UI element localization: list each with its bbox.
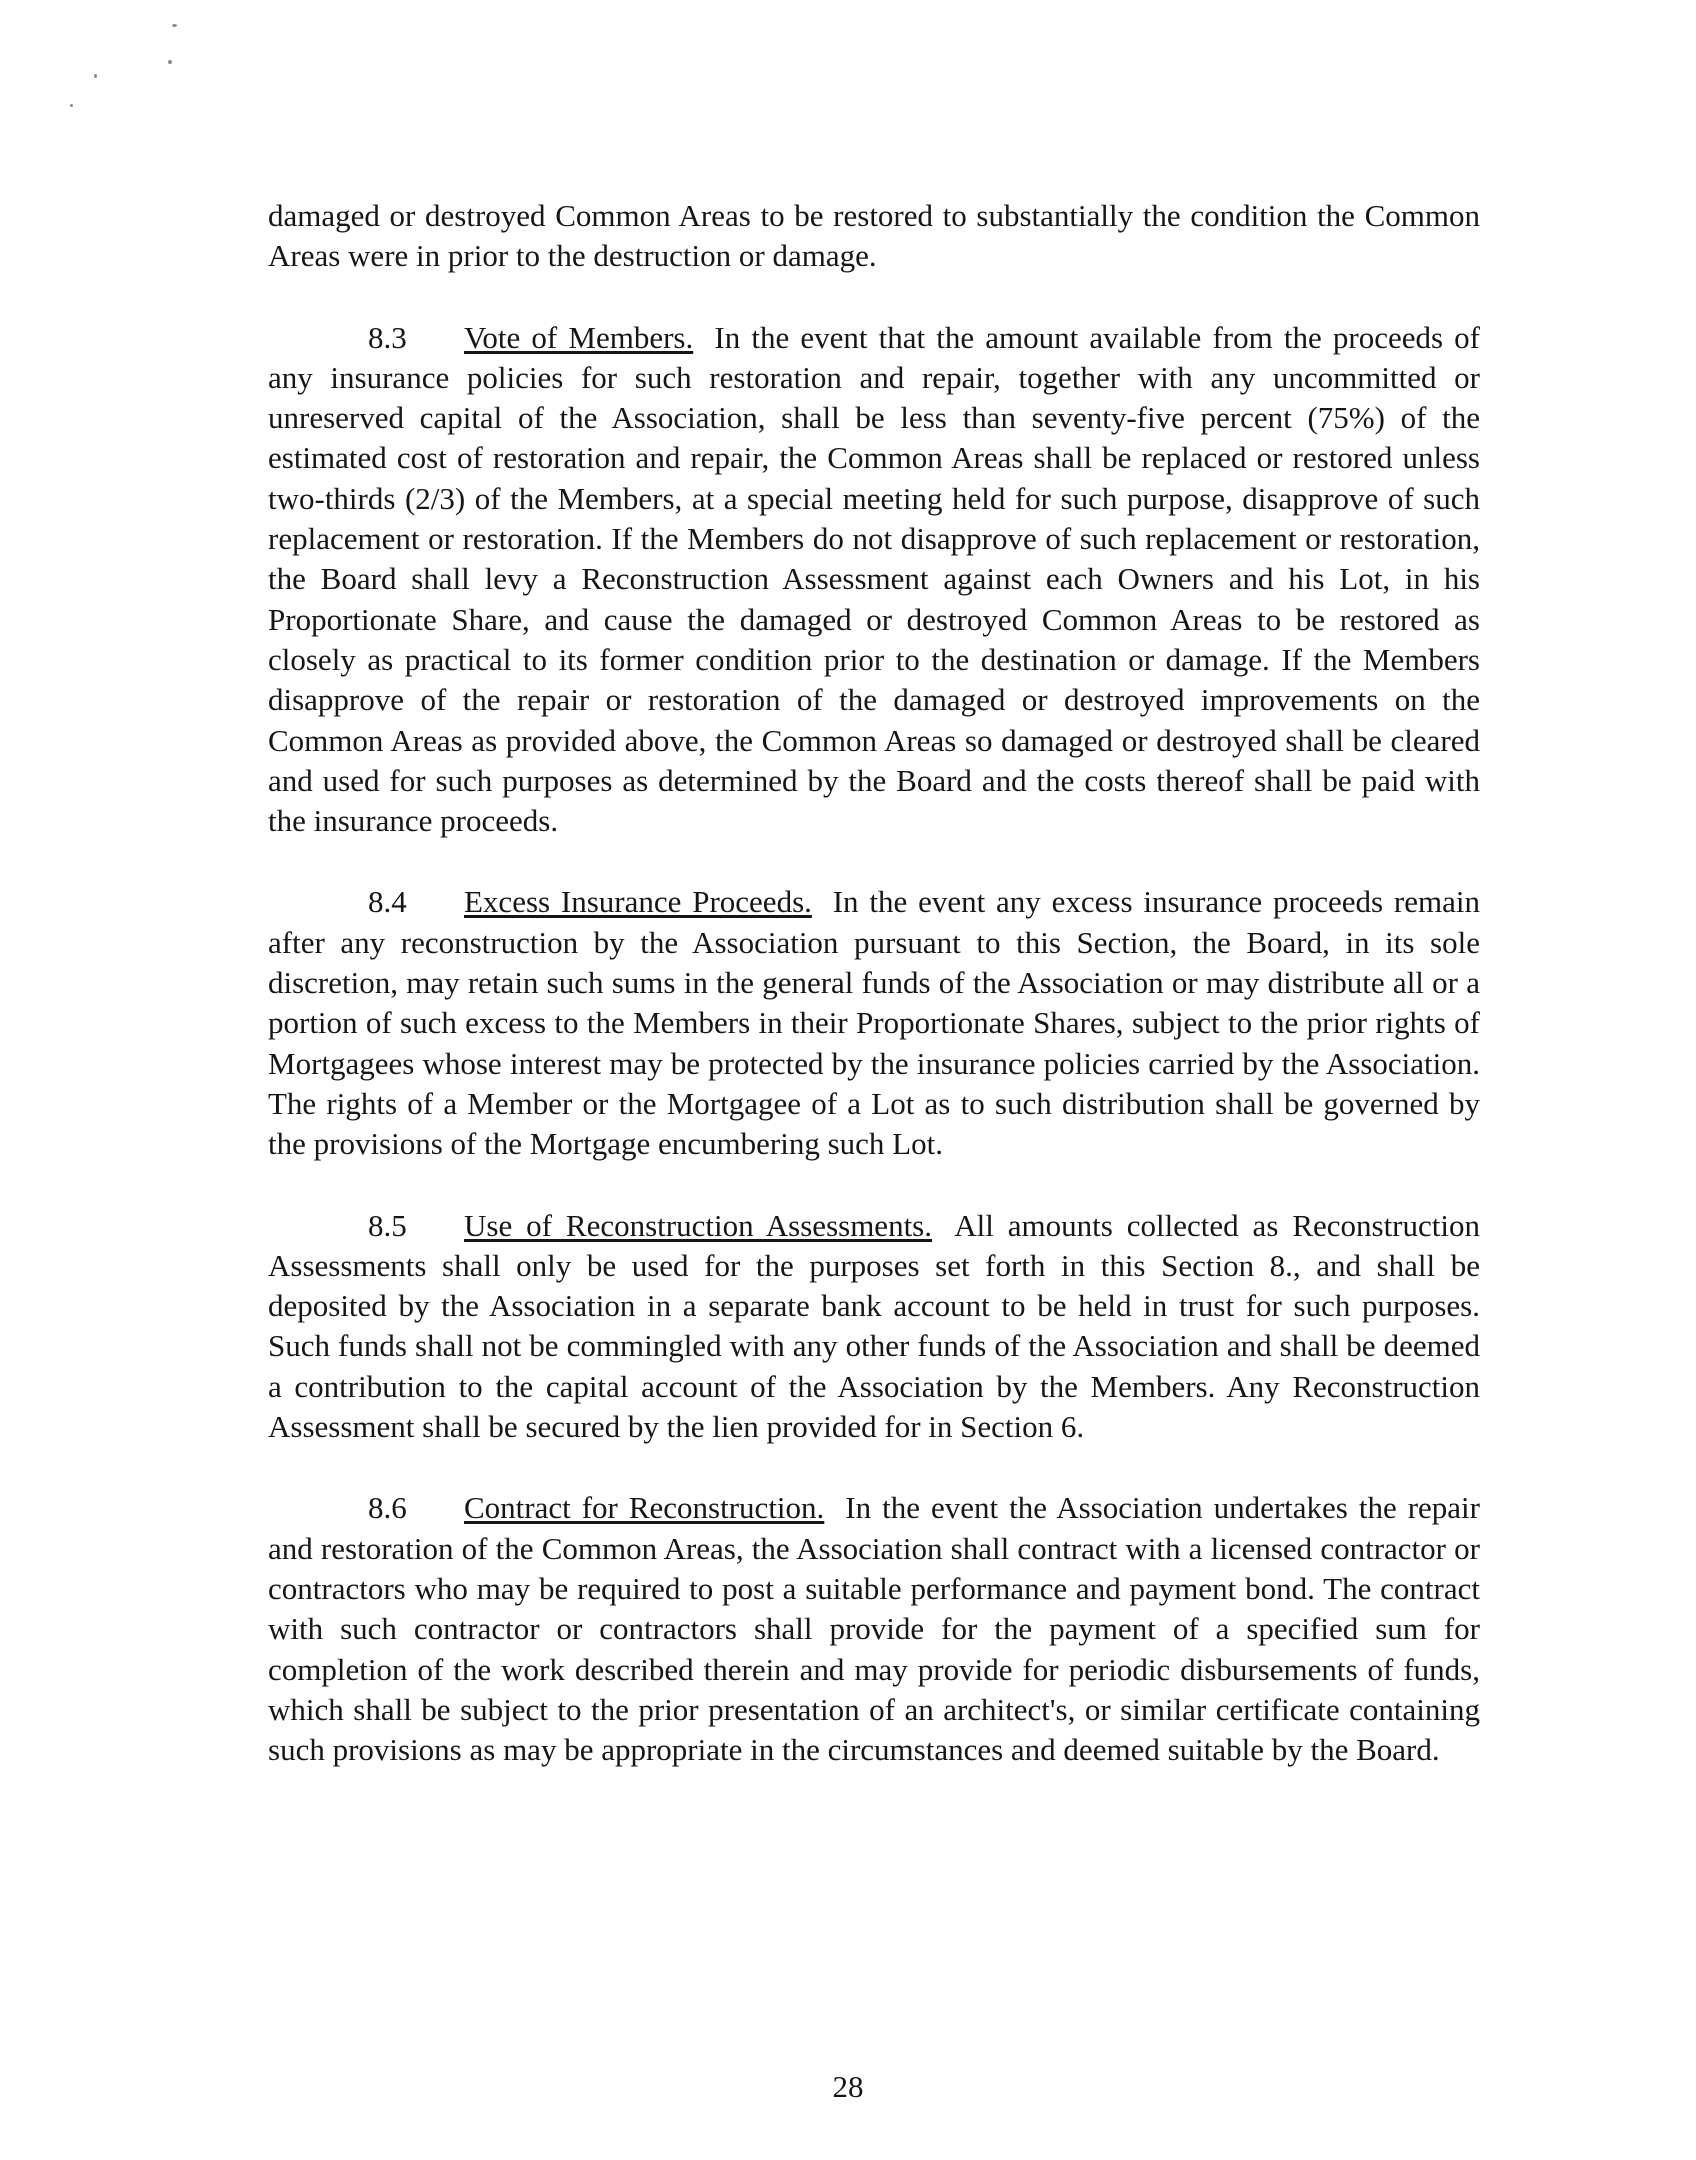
page-number: 28 xyxy=(832,2069,864,2104)
section-number: 8.5 xyxy=(368,1207,407,1243)
section-body: In the event any excess insurance proceeds remain after any reconstruction by the Association pursuant to this Section, the Board, in its sole discretion, may retain such sums in the general funds of the Association or may distribute all or a portion of such excess to the Members in their Proportionate Shares, subject to the prior rights of Mortgagees whose interest may be protected by the insurance policies carried by the Association. The rights of a Member or the Mortgagee of a Lot as to such distribution shall be governed by the provisions of the Mortgage encumbering such Lot. xyxy=(268,884,1480,1162)
scan-speck xyxy=(94,74,97,78)
section-body: In the event the Association undertakes the repair and restoration of the Common Areas, the Association shall contract with a licensed contractor or contractors who may be required to post a suitable performance and payment bond. The contract with such contractor or contractors shall provide for the payment of a specified sum for completion of the work described therein and may provide for periodic disbursements of funds, which shall be subject to the prior presentation of an architect's, or similar certificate containing such provisions as may be appropriate in the circumstances and deemed suitable by the Board. xyxy=(268,1490,1480,1768)
section-number: 8.3 xyxy=(368,319,407,355)
section-8-6 xyxy=(268,1488,1480,1770)
document-body xyxy=(268,196,1480,1770)
section-title: Vote of Members. xyxy=(464,319,694,355)
section-8-3 xyxy=(268,318,1480,842)
section-title: Use of Reconstruction Assessments. xyxy=(464,1207,932,1243)
section-8-5 xyxy=(268,1206,1480,1448)
section-number: 8.4 xyxy=(368,884,407,920)
scan-speck xyxy=(168,60,172,64)
section-title: Contract for Reconstruction. xyxy=(464,1490,825,1526)
section-number: 8.6 xyxy=(368,1490,407,1526)
opening-paragraph: damaged or destroyed Common Areas to be restored to substantially the condition the Common Areas were in prior to the destruction or damage. xyxy=(268,198,1480,274)
scan-speck xyxy=(172,24,177,27)
section-body: All amounts collected as Reconstruction Assessments shall only be used for the purposes set forth in this Section 8., and shall be deposited by the Association in a separate bank account to be held in trust for such purposes. Such funds shall not be commingled with any other funds of the Association and shall be deemed a contribution to the capital account of the Association by the Members. Any Reconstruction Assessment shall be secured by the lien provided for in Section 6. xyxy=(268,1207,1480,1445)
section-body: In the event that the amount available from the proceeds of any insurance policies for such restoration and repair, together with any uncommitted or unreserved capital of the Association, shall be less than seventy-five percent (75%) of the estimated cost of restoration and repair, the Common Areas shall be replaced or restored unless two-thirds (2/3) of the Members, at a special meeting held for such purpose, disapprove of such replacement or restoration. If the Members do not disapprove of such replacement or restoration, the Board shall levy a Reconstruction Assessment against each Owners and his Lot, in his Proportionate Share, and cause the damaged or destroyed Common Areas to be restored as closely as practical to its former condition prior to the destination or damage. If the Members disapprove of the repair or restoration of the damaged or destroyed improvements on the Common Areas as provided above, the Common Areas so damaged or destroyed shall be cleared and used for such purposes as determined by the Board and the costs thereof shall be paid with the insurance proceeds. xyxy=(268,319,1481,839)
scan-speck xyxy=(70,104,73,107)
section-8-4 xyxy=(268,882,1480,1164)
section-title: Excess Insurance Proceeds. xyxy=(464,884,812,920)
